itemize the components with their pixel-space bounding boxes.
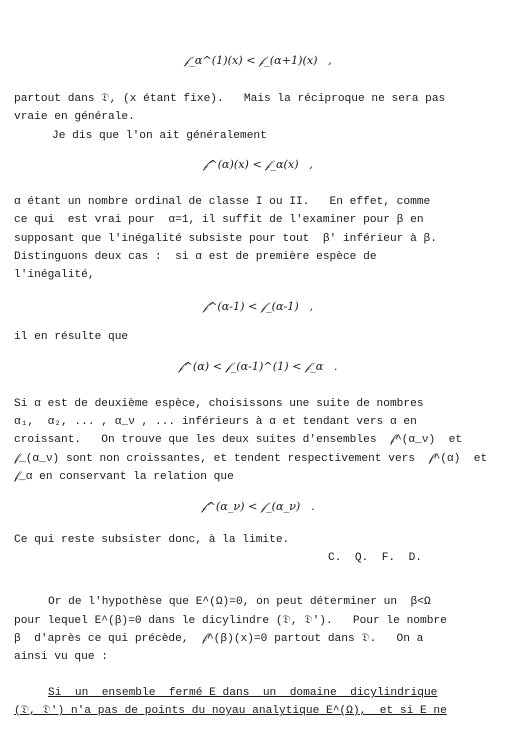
text-line: partout dans 𝔇, (x étant fixe). Mais la réciproque ne sera pas <box>14 93 446 105</box>
formula-2: 𝒻^(α)(x) < 𝒻_α(x) , <box>203 158 313 171</box>
text-line: ce qui est vrai pour α=1, il suffit de l'examiner pour β en <box>14 214 424 226</box>
theorem-line: Si un ensemble fermé E dans un domaine dicylindrique <box>48 687 438 699</box>
formula-4: 𝒻^(α) < 𝒻_(α-1)^(1) < 𝒻_α . <box>178 360 338 373</box>
text-line: supposant que l'inégalité subsiste pour tout β' inférieur à β. <box>14 233 437 245</box>
text-line: 𝒻_α en conservant la relation que <box>14 471 234 483</box>
text-line: croissant. On trouve que les deux suites d'ensembles 𝒻^(α_ν) et <box>14 434 463 446</box>
text-line: pour lequel E^(β)=0 dans le dicylindre (𝔇, 𝔇'). Pour le nombre <box>14 615 447 627</box>
text-line: Or de l'hypothèse que E^(Ω)=0, on peut déterminer un β<Ω <box>48 596 431 608</box>
text-line: l'inégalité, <box>14 269 95 281</box>
theorem-line: (𝔇, 𝔇') n'a pas de points du noyau analytique E^(Ω), et si E ne <box>14 705 447 717</box>
text-line: α étant un nombre ordinal de classe I ou II. En effet, comme <box>14 196 431 208</box>
formula-3: 𝒻^(α-1) < 𝒻_(α-1) , <box>202 300 314 313</box>
cqfd-mark: C. Q. F. D. <box>328 552 422 564</box>
text-line: ainsi vu que : <box>14 651 108 663</box>
text-line: il en résulte que <box>14 331 129 343</box>
formula-5: 𝒻^(α_ν) < 𝒻_(α_ν) . <box>201 500 315 513</box>
text-line: Distinguons deux cas : si α est de première espèce de <box>14 251 377 263</box>
text-line: Je dis que l'on ait généralement <box>52 130 267 142</box>
formula-1: 𝒻_α^(1)(x) < 𝒻_(α+1)(x) , <box>184 54 332 67</box>
text-line: Si α est de deuxième espèce, choisissons une suite de nombres <box>14 398 424 410</box>
text-line: Ce qui reste subsister donc, à la limite. <box>14 534 290 546</box>
text-line: vraie en générale. <box>14 111 135 123</box>
text-line: β d'après ce qui précède, 𝒻^(β)(x)=0 partout dans 𝔇. On a <box>14 633 424 645</box>
text-line: α₁, α₂, ... , α_ν , ... inférieurs à α et tendant vers α en <box>14 416 417 428</box>
text-line: 𝒻_(α_ν) sont non croissantes, et tendent respectivement vers 𝒻^(α) et <box>14 453 488 465</box>
